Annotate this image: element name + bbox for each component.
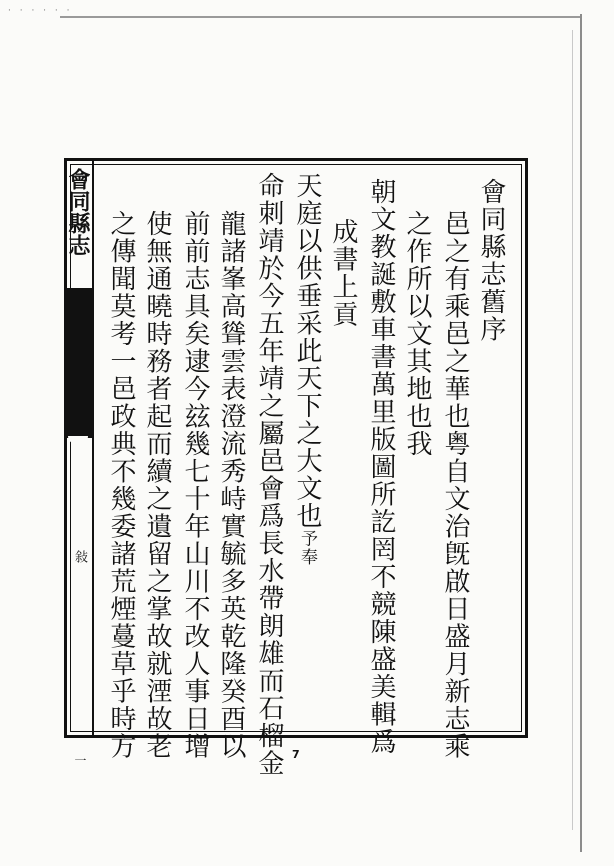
scan-right-rule bbox=[580, 14, 582, 852]
text-column bbox=[292, 172, 322, 567]
banxin-black-fishtail bbox=[64, 288, 92, 438]
text-column: 朝文教誕敷車書萬里版圖所訖罔不競陳盛美輯爲 bbox=[366, 178, 396, 756]
banxin-column bbox=[64, 158, 94, 766]
fishtail-mark bbox=[68, 436, 88, 444]
inline-small-text: 予奉 bbox=[297, 529, 317, 567]
page-number: 7 bbox=[292, 748, 300, 761]
scan-top-rule bbox=[60, 16, 580, 18]
text-column: 邑之有乘邑之華也粤自文治旣啟日盛月新志乘 bbox=[440, 210, 470, 760]
text-column-main: 天庭以供垂采此天下之大文也 bbox=[292, 172, 322, 530]
banxin-title: 會同縣志 bbox=[65, 168, 91, 256]
text-column: 龍諸峯高聳雲表澄流秀峙實毓多英乾隆癸酉以 bbox=[216, 210, 246, 760]
text-column-title: 會同縣志舊序 bbox=[476, 178, 506, 343]
scan-right-rule-inner bbox=[572, 30, 573, 830]
text-column: 之傳聞莫考一邑政典不幾委諸荒煙蔓草乎時方 bbox=[106, 210, 136, 760]
banxin-leaf-number: 一 bbox=[73, 754, 87, 766]
banxin-section-label: 敍 bbox=[72, 550, 87, 563]
text-column: 命刺靖於今五年靖之屬邑會爲長水帶朗雄而石榴金 bbox=[254, 172, 284, 777]
text-column: 之作所以文其地也我 bbox=[402, 210, 432, 458]
text-column: 前前志具矣逮今玆幾七十年山川不改人事日增 bbox=[180, 210, 210, 760]
text-column: 成書上貢 bbox=[328, 218, 358, 328]
text-column: 使無通曉時務者起而續之遺留之掌故就湮故老 bbox=[142, 210, 172, 760]
scan-margin-dots: · · · · · · bbox=[8, 6, 73, 16]
